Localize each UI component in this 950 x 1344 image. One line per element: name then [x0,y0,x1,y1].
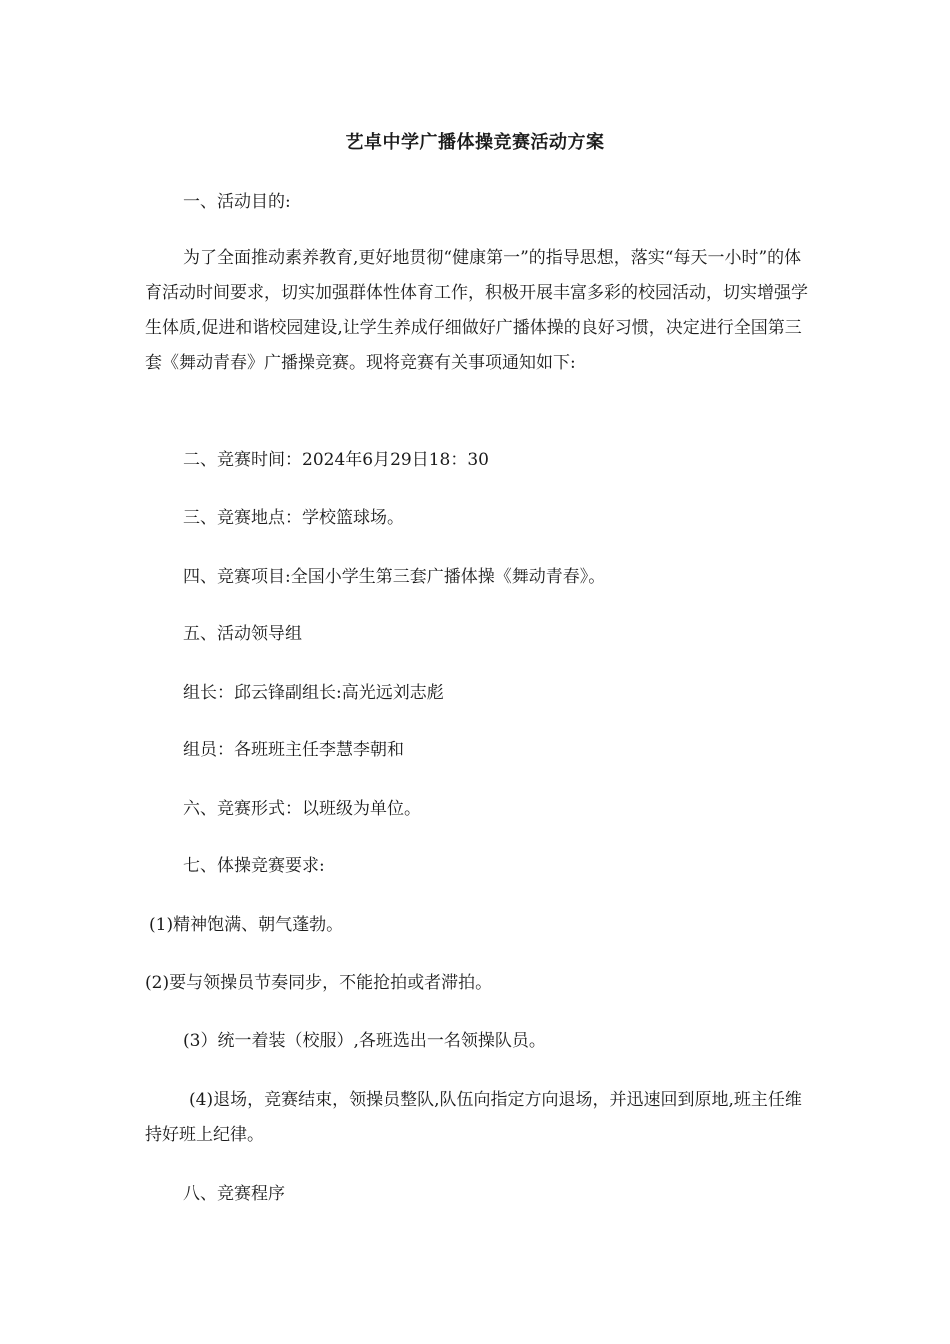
requirement-item-3: (3）统一着装（校服）,各班选出一名领操队员。 [183,1031,546,1051]
section-location: 三、竞赛地点：学校篮球场。 [183,508,404,528]
section-procedure-heading: 八、竞赛程序 [183,1184,285,1204]
section-time: 二、竞赛时间：2024年6月29日18：30 [183,450,489,470]
document-title: 艺卓中学广播体操竞赛活动方案 [345,132,605,153]
section-purpose-heading: 一、活动目的: [183,192,291,212]
section-purpose-body: 为了全面推动素养教育,更好地贯彻“健康第一”的指导思想，落实“每天一小时”的体育活动时间要求，切实加强群体性体育工作，积极开展丰富多彩的校园活动，切实增强学生体质,促进和谐校园建设,让学生养成仔细做好广播体操的良好习惯，决定进行全国第三套《舞动青春》广播操竞赛。现将竞赛有关事项通知如下: [145,248,808,373]
requirement-item-4: (4)退场，竞赛结束，领操员整队,队伍向指定方向退场，并迅速回到原地,班主任维持好班上纪律。 [145,1090,802,1145]
section-format: 六、竞赛形式：以班级为单位。 [183,799,421,819]
members-line: 组员：各班班主任李慧李朝和 [183,740,404,760]
requirement-item-2: (2)要与领操员节奏同步，不能抢拍或者滞拍。 [145,973,493,993]
section-requirements-heading: 七、体操竞赛要求: [183,856,325,876]
requirement-item-1: (1)精神饱满、朝气蓬勃。 [149,915,344,935]
section-leadership-heading: 五、活动领导组 [183,624,302,644]
leaders-line: 组长：邱云锋副组长:高光远刘志彪 [183,683,444,703]
section-event: 四、竞赛项目:全国小学生第三套广播体操《舞动青春》。 [183,567,606,587]
